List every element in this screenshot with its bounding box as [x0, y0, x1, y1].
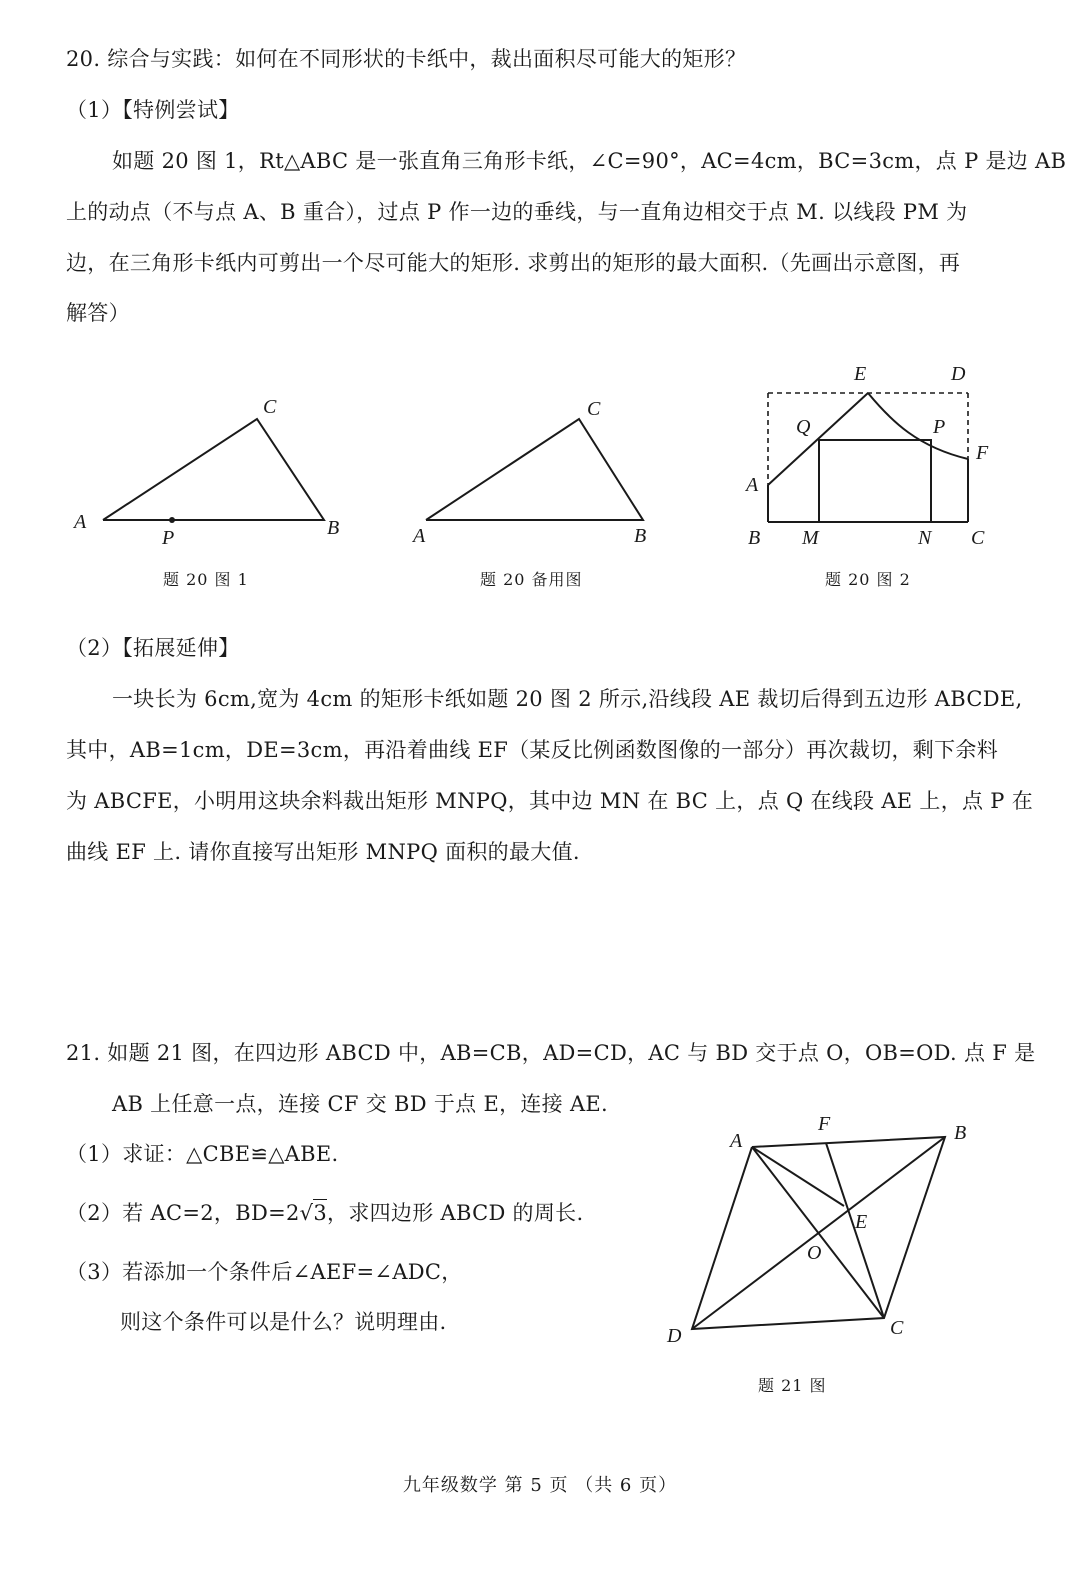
q21-part2-suffix: ，求四边形 ABCD 的周长.: [327, 1201, 584, 1225]
label-a: A: [74, 511, 87, 533]
label-b: B: [954, 1122, 967, 1144]
q21-figure: [650, 1100, 990, 1360]
q20-part2-line: 为 ABCFE，小明用这块余料裁出矩形 MNPQ，其中边 MN 在 BC 上，点 Q 在线段 AE 上，点 P 在: [66, 789, 1033, 813]
q20-part2-line: 曲线 EF 上. 请你直接写出矩形 MNPQ 面积的最大值.: [66, 840, 580, 864]
point-p-dot: [169, 517, 175, 523]
q20-figure-2: [740, 360, 1010, 560]
q20-part1-line: 如题 20 图 1，Rt△ABC 是一张直角三角形卡纸，∠C=90°，AC=4cm，BC=3cm，点 P 是边 AB: [112, 149, 1067, 173]
q20-spare-figure-caption: 题 20 备用图: [480, 570, 583, 589]
sqrt-radicand: 3: [313, 1201, 328, 1225]
q21-part2: [66, 1198, 583, 1228]
q21-part2-prefix: （2）若 AC=2，BD=2: [66, 1201, 300, 1225]
q21-part1: （1）求证：△CBE≌△ABE.: [66, 1142, 339, 1166]
label-p: P: [162, 527, 175, 549]
q21-figure-caption: 题 21 图: [758, 1376, 827, 1395]
label-o: O: [807, 1242, 822, 1264]
label-m: M: [802, 527, 819, 549]
q20-figure-1-caption: 题 20 图 1: [163, 570, 249, 589]
page-footer: 九年级数学 第 5 页 （共 6 页）: [402, 1475, 678, 1496]
diagonal-bd: [692, 1137, 945, 1329]
label-d: D: [951, 363, 966, 385]
label-q: Q: [796, 416, 811, 438]
triangle-abc-spare: [426, 419, 643, 520]
label-a: A: [746, 474, 759, 496]
label-p: P: [933, 416, 946, 438]
q20-part1-line: 边，在三角形卡纸内可剪出一个尽可能大的矩形. 求剪出的矩形的最大面积.（先画出示意图，再: [66, 251, 961, 275]
label-b: B: [327, 517, 340, 539]
q20-part1-line: 上的动点（不与点 A、B 重合），过点 P 作一边的垂线，与一直角边相交于点 M. 以线段 PM 为: [66, 200, 968, 224]
q21-part3-line2: 则这个条件可以是什么？说明理由.: [120, 1310, 447, 1334]
label-c: C: [971, 527, 985, 549]
label-b: B: [748, 527, 761, 549]
q20-part1-title: （1）【特例尝试】: [66, 98, 240, 122]
label-a: A: [413, 525, 426, 547]
label-n: N: [918, 527, 932, 549]
curve-ef: [868, 393, 968, 459]
label-c: C: [263, 396, 277, 418]
q21-heading: 21. 如题 21 图，在四边形 ABCD 中，AB=CB，AD=CD，AC 与 BD 交于点 O，OB=OD. 点 F 是: [66, 1041, 1036, 1065]
label-e: E: [854, 363, 867, 385]
q20-part2-line: 其中，AB=1cm，DE=3cm，再沿着曲线 EF（某反比例函数图像的一部分）再次裁切，剩下余料: [66, 738, 998, 762]
label-c: C: [890, 1317, 904, 1339]
label-e: E: [855, 1211, 868, 1233]
q20-figure-1: [60, 385, 360, 565]
q20-part1-line: 解答）: [66, 301, 130, 325]
sqrt-sign: √: [299, 1201, 314, 1225]
label-c: C: [587, 398, 601, 420]
q21-heading-line2: AB 上任意一点，连接 CF 交 BD 于点 E，连接 AE.: [112, 1092, 609, 1116]
q20-heading: 20. 综合与实践：如何在不同形状的卡纸中，裁出面积尽可能大的矩形？: [66, 47, 747, 71]
rectangle-mnpq: [819, 440, 931, 522]
label-b: B: [634, 525, 647, 547]
label-f: F: [818, 1113, 831, 1135]
label-d: D: [667, 1325, 682, 1347]
label-a: A: [730, 1130, 743, 1152]
q20-part2-line: 一块长为 6cm,宽为 4cm 的矩形卡纸如题 20 图 2 所示,沿线段 AE 裁切后得到五边形 ABCDE,: [112, 687, 1023, 711]
q21-part3-line1: （3）若添加一个条件后∠AEF=∠ADC，: [66, 1260, 463, 1284]
q20-figure-2-caption: 题 20 图 2: [825, 570, 911, 589]
triangle-abc: [103, 419, 324, 520]
q20-part2-title: （2）【拓展延伸】: [66, 636, 240, 660]
q20-spare-figure: [400, 385, 680, 565]
label-f: F: [976, 442, 989, 464]
